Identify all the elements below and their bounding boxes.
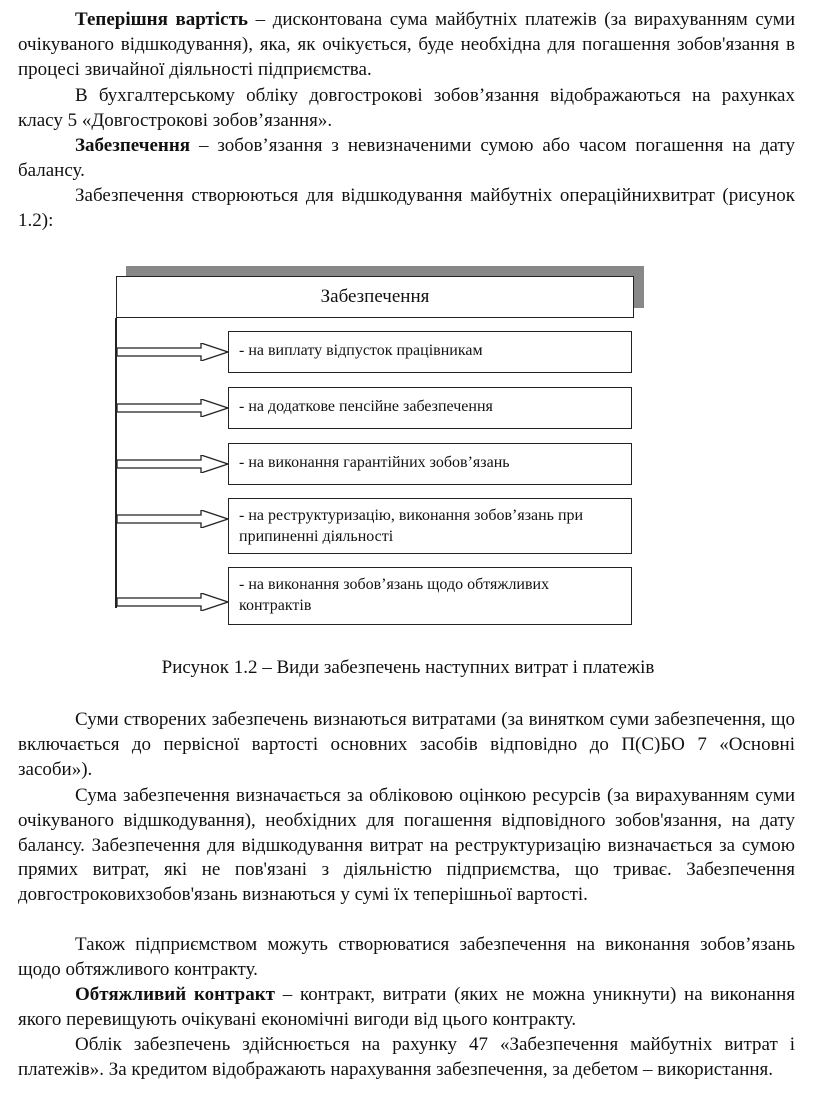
term: Обтяжливий контракт [75,984,275,1005]
text: Облік забезпечень здійснюється на рахунку 47 «Забезпечення майбутніх витрат і платежів». За кредитом відображають нарахування забезпечення, за дебетом – використання. [18,1034,795,1080]
arrow-icon [117,399,229,417]
diagram-item: - на додаткове пенсійне забезпечення [228,387,632,429]
text: Суми створених забезпечень визнаються витратами (за винятком суми забезпечення, що включається до первісної вартості основних засобів відповідно до П(С)БО 7 «Основні засоби»). [18,709,795,780]
paragraph-expenses [18,708,795,782]
diagram-item: - на виконання гарантійних зобов’язань [228,443,632,485]
diagram-item: - на реструктуризацію, виконання зобов’язань при припиненні діяльності [228,498,632,554]
paragraph-provisions-created [18,184,795,234]
text: – дисконтована сума майбутніх платежів (за вирахуванням суми очікуваного відшкодування), яка, як очікується, буде необхідна для погашення зобов'язання в процесі звичайної діяльності підприємства. [18,9,795,80]
figure-caption: Рисунок 1.2 – Види забезпечень наступних витрат і платежів [161,657,655,678]
arrow-icon [117,510,229,528]
paragraph-provisions [18,134,795,184]
paragraph-account-47 [18,1033,795,1083]
term: Забезпечення [75,135,191,156]
arrow-icon [117,455,229,473]
term: Теперішня вартість [75,9,248,30]
text: Забезпечення створюються для відшкодування майбутніх операційнихвитрат (рисунок 1.2): [18,185,795,231]
paragraph-present-value [18,8,795,82]
arrow-icon [117,593,229,611]
diagram-header: Забезпечення [116,276,634,318]
text: Також підприємством можуть створюватися забезпечення на виконання зобов’язань щодо обтяжливого контракту. [18,934,795,980]
diagram-item: - на виплату відпусток працівникам [228,331,632,373]
text: – зобов’язання з невизначеними сумою або часом погашення на дату балансу. [18,135,795,181]
arrow-icon [117,343,229,361]
text: В бухгалтерському обліку довгострокові зобов’язання відображаються на рахунках класу 5 «Довгострокові зобов’язання». [18,85,795,131]
paragraph-accounting [18,84,795,134]
text: Сума забезпечення визначається за обліковою оцінкою ресурсів (за вирахуванням суми очікуваного відшкодування), необхідних для погашення відповідного зобов'язання, на дату балансу. Забезпечення для відшкодування витрат на реструктуризацію визначається за сумою прямих витрат, які не пов'язані з діяльністю підприємства, що триває. Забезпечення довгостроковихзобов'язань визнаються у сумі їх теперішньої вартості. [18,785,795,906]
diagram-item: - на виконання зобов’язань щодо обтяжливих контрактів [228,567,632,625]
paragraph-onerous-contract [18,983,795,1033]
paragraph-onerous-provision [18,933,795,983]
paragraph-amount [18,784,795,908]
text: – контракт, витрати (яких не можна уникнути) на виконання якого перевищують очікувані економічні вигоди від цього контракту. [18,984,795,1030]
